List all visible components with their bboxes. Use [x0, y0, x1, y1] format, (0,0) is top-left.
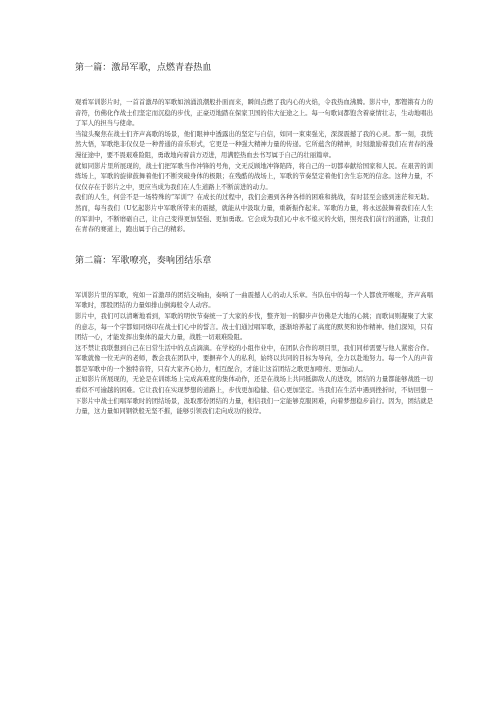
section-1-paragraph-1: 观看军训影片时，一首首激昂的军歌如汹涌浪潮般扑面而来，瞬间点燃了我内心的火焰，令我热血沸腾。影片中，那铿锵有力的音符，仿佛化作战士们坚定而沉稳的步伐，正豪迈地踏在保家卫国的伟大征途之上。每一句歌词都饱含着豪情壮志，生动地唱出了军人的担当与使命。 — [75, 99, 433, 128]
section-1-paragraph-4: 我们的人生，何尝不是一场特殊的“军训”？在成长的过程中，我们会遇到各种各样的困难和挑战，有时甚至会感到迷茫和无助。然而，每当我们（U忆起影片中军歌所带来的震撼，就能从中汲取力量，重新振作起来。军歌的力量，将永远鼓舞着我们在人生的军训中，不断磨砺自己，让自己变得更加坚强、更加勇敢。它会成为我们心中永不熄灭的火焰，照亮我们前行的道路，让我们在青春的赛道上，跑出属于自己的精彩。 — [75, 194, 433, 234]
section-1-title: 第一篇：激昂军歌，点燃青春热血 — [75, 63, 212, 73]
section-2-paragraph-3: 这不禁让我联想到自己在日常生活中的点点滴滴。在学校的小组作业中，在团队合作的项目里，我们同样需要与他人紧密合作。军歌就像一位无声的老师，教会我在团队中，要摒弃个人的私利，始终以共同的目标为导向，全力以赴地努力。每一个人的声音都是军歌中的一个独特音符，只有大家齐心协力，相互配合，才能让这首团结之歌更加嘹亮、更加动人。 — [75, 344, 433, 373]
document-page — [75, 62, 433, 418]
section-2-paragraph-1: 军训影片里的军歌，宛如一首激昂的团结交响曲，奏响了一曲震撼人心的动人乐章。当队伍中的每一个人都放开喉咙，齐声高唱军歌时，那股团结的力量如排山倒海般令人动容。 — [75, 291, 433, 310]
section-2-title: 第二篇：军歌嘹亮，奏响团结乐章 — [75, 255, 212, 266]
section-1-paragraph-3: 就如同影片里所展现的，战士们把军歌当作冲锋的号角，文无反顾地冲锋陷阵，将自己的一切都奉献给国家和人民。在艰苦的训练场上，军歌的旋律鼓舞着他们不断突破身体的极限；在残酷的战场上，军歌的节奏坚定着他们舍生忘死的信念。这种力量，不仅仅存在于影片之中，更应当成为我们在人生道路上不断前进的动力。 — [75, 162, 433, 191]
section-2-paragraph-4: 正如影片所展现的，无论是在训练场上完成高难度的集体动作，还是在战场上共同抵御敌人的进攻，团结的力量都能够战胜一切看似不可逾越的困难。它让我们在实现梦想的道路上，步伐更加稳健、信心更加坚定。当我们在生活中遇到挫折时，不妨回想一下影片中战士们唱军歌时的团结场景，汲取那份团结的力量，相信我们一定能够克服困难，向着梦想稳步前行。因为，团结就是力量，这力量如同钢铁般无坚不摧，能够引领我们走向成功的彼岸。 — [75, 376, 433, 416]
section-1-paragraph-2: 当镜头聚焦在战士们齐声高歌的场景，他们眼神中透露出的坚定与自信，如同一束束强光，深深震撼了我的心灵。那一刻，我恍然大悟，军歌绝非仅仅是一种普通的音乐形式，它更是一种强大精神力量的传递。它所蕴含的精神，时刻激励着我们在青春的漫漫征途中，要不畏艰难险阻，勇敢地向着前方迈进，用满腔热血去书写属于自己的壮丽篇章。 — [75, 130, 433, 159]
section-2-paragraph-2: 影片中，我们可以清晰地看到，军歌的明快节奏统一了大家的步伐，整齐划一的脚步声仿佛是大地的心跳；而歌词则凝聚了大家的意志，每一个字都如同烙印在战士们心中的誓言。战士们通过唱军歌，逐渐培养起了高度的默契和协作精神。他们深知，只有团结一心，才能发挥出集体的最大力量，战胜一切艰难险阻。 — [75, 312, 433, 342]
